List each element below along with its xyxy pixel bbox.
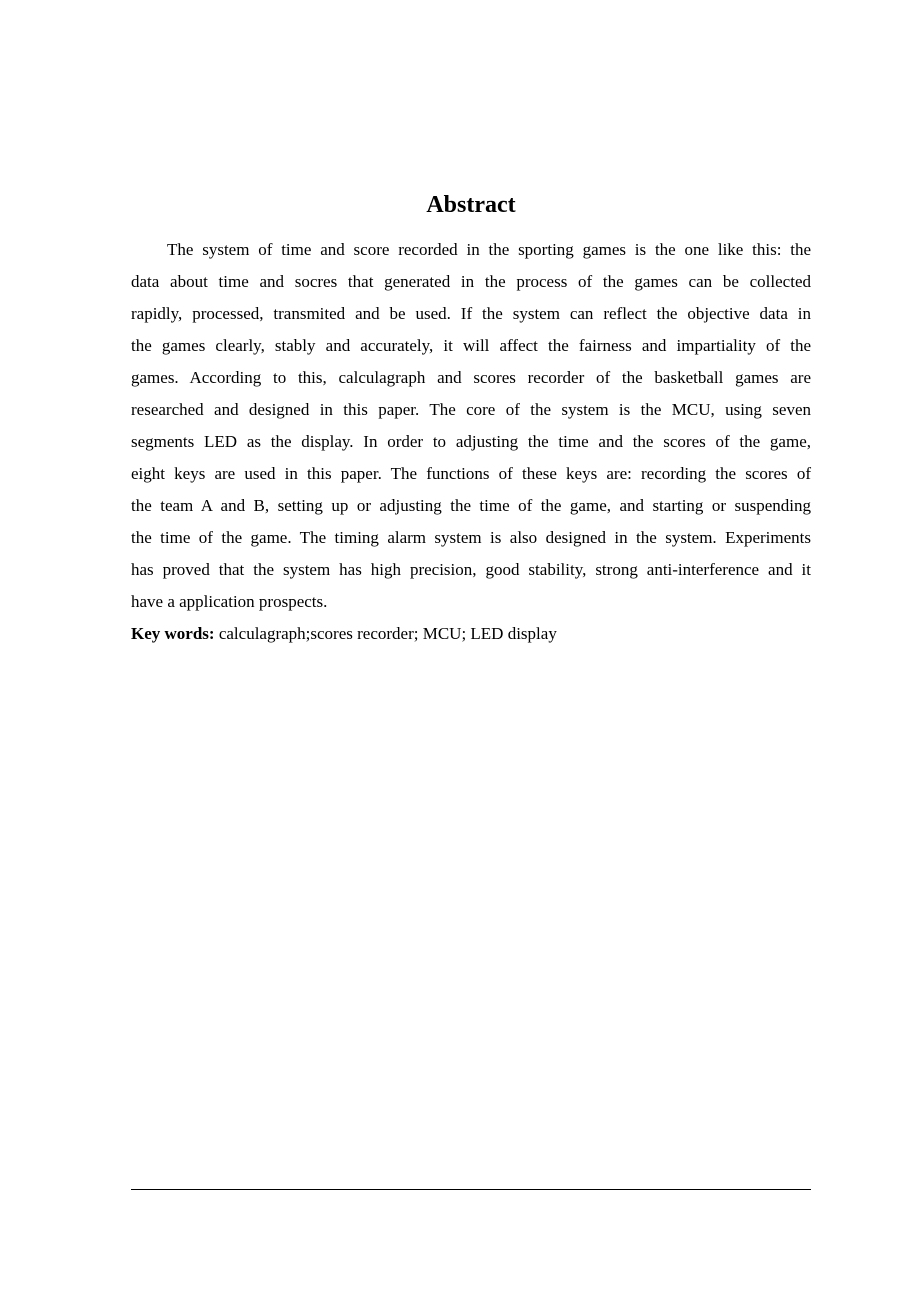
keywords [131, 618, 811, 650]
abstract-line: eight keys are used in this paper. The functions of these keys are: recording the scores of [131, 464, 811, 483]
abstract-line: games. According to this, calculagraph and scores recorder of the basketball games are [131, 368, 811, 387]
keywords-label: Key words: [131, 624, 215, 643]
abstract-line: The system of time and score recorded in the sporting games is the one like this: the [167, 240, 811, 259]
page-title: Abstract [426, 192, 516, 218]
abstract-line: researched and designed in this paper. The core of the system is the MCU, using seven [131, 400, 811, 419]
abstract-line: data about time and socres that generated in the process of the games can be collected [131, 272, 811, 291]
abstract-line: has proved that the system has high precision, good stability, strong anti-interference and it [131, 560, 811, 579]
abstract-line: segments LED as the display. In order to adjusting the time and the scores of the game, [131, 432, 811, 451]
abstract-body [131, 234, 811, 618]
abstract-line: the games clearly, stably and accurately, it will affect the fairness and impartiality of the [131, 336, 811, 355]
footer-divider [131, 1189, 811, 1190]
abstract-line: rapidly, processed, transmited and be used. If the system can reflect the objective data in [131, 304, 811, 323]
abstract-line: have a application prospects. [131, 592, 328, 611]
keywords-value: calculagraph;scores recorder; MCU; LED display [214, 624, 557, 643]
abstract-line: the time of the game. The timing alarm system is also designed in the system. Experiments [131, 528, 811, 547]
abstract-line: the team A and B, setting up or adjusting the time of the game, and starting or suspending [131, 496, 811, 515]
